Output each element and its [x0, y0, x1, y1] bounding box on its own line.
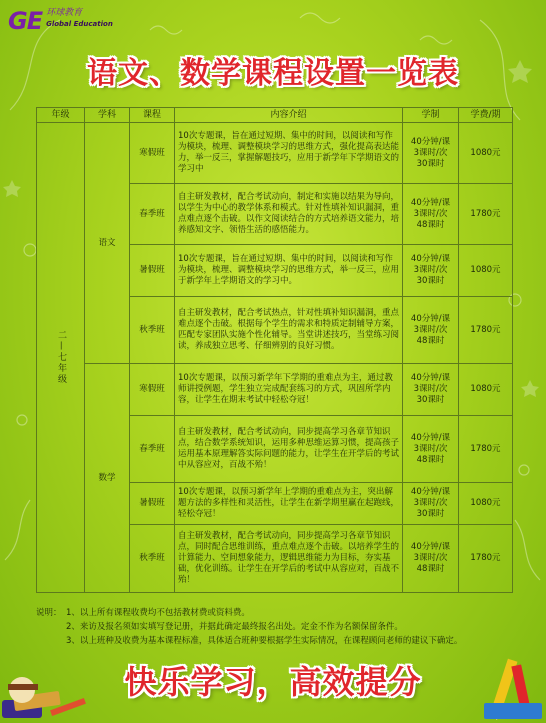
subject-chinese: 语文 — [85, 123, 130, 364]
course-schedule: 40分钟/课 3课时/次 30课时 — [403, 245, 459, 297]
course-fee: 1080元 — [459, 483, 512, 525]
course-fee: 1780元 — [459, 297, 512, 364]
course-name: 暑假班 — [130, 483, 175, 525]
course-content: 10次专题课，以预习新学年上学期的重难点为主，突出解题方法的多样性和灵活性，让学生在新学期里赢在起跑线，轻松夺冠！ — [175, 483, 403, 525]
notes — [36, 606, 536, 648]
course-fee: 1780元 — [459, 416, 512, 483]
course-content: 自主研发教材，配合考试动向，制定和实施以结果为导向，以学生为中心的教学体系和模式。针对性填补知识漏洞，重点难点逐个击破。以作文阅读结合的方式培养语文能力，培养感知文字、领悟生活的感悟能力。 — [175, 184, 403, 245]
note-line — [36, 634, 536, 648]
logo-english-name: Global Education — [46, 20, 113, 28]
course-name: 秋季班 — [130, 297, 175, 364]
course-table — [36, 107, 513, 593]
course-schedule: 40分钟/课 3课时/次 48课时 — [403, 297, 459, 364]
note-line — [36, 620, 536, 634]
course-content: 10次专题课，以预习新学年下学期的重难点为主，通过教师讲授例题，学生独立完成配套练习的方式，巩固所学内容，让学生在期末考试中轻松夺冠！ — [175, 364, 403, 416]
course-fee: 1780元 — [459, 184, 512, 245]
header-fee: 学费/期 — [459, 108, 512, 123]
course-schedule: 40分钟/课 3课时/次 48课时 — [403, 184, 459, 245]
course-content: 自主研发教材，配合考试动向，同步提高学习各章节知识点，结合数学系统知识，运用多种思维运算习惯，提高孩子运用基本原理解答实际问题的能力，让学生在开学后的考试中从容应对，百战不殆！ — [175, 416, 403, 483]
course-schedule: 40分钟/课 3课时/次 48课时 — [403, 525, 459, 592]
page-title: 语文、数学课程设置一览表 — [87, 56, 459, 91]
course-fee: 1780元 — [470, 553, 501, 563]
course-schedule: 40分钟/课 3课时/次 30课时 — [403, 483, 459, 525]
course-name: 寒假班 — [130, 123, 175, 184]
slogan: 快乐学习，高效提分 — [124, 663, 422, 701]
course-name: 春季班 — [130, 184, 175, 245]
course-name: 春季班 — [130, 416, 175, 483]
course-schedule: 40分钟/课 3课时/次 30课时 — [403, 364, 459, 416]
logo-chinese-name: 环球教育 — [46, 8, 83, 18]
school-supplies-illustration — [0, 660, 90, 723]
logo-mark: GE — [8, 7, 43, 35]
course-fee: 1080元 — [459, 364, 512, 416]
pencil-illustration — [480, 655, 546, 723]
logo — [8, 8, 113, 34]
course-content: 自主研发教材，配合考试动向，同步提高学习各章节知识点，同时配合思维训练，重点难点逐个击破。以培养学生的计算能力、空间想象能力，逻辑思维能力为目标，夯实基础，优化训练。让学生在开学后的考试中从容应对，百战不殆！ — [175, 525, 403, 592]
note-line — [36, 606, 536, 620]
header-subject: 学科 — [85, 108, 130, 123]
note-item: 3、以上班种及收费为基本课程标准，具体适合班种要根据学生实际情况，在课程顾问老师的建议下确定。 — [66, 636, 463, 646]
note-item: 1、以上所有课程收费均不包括教材费或资料费。 — [66, 608, 250, 618]
course-fee: 1080元 — [459, 123, 512, 184]
course-name: 寒假班 — [130, 364, 175, 416]
course-name: 秋季班 — [130, 525, 175, 592]
course-fee: 1080元 — [459, 245, 512, 297]
note-item: 2、来访及报名须如实填写登记册，并据此确定最终报名出处。定金不作为名额保留条件。 — [66, 622, 403, 632]
subject-math: 数学 — [85, 364, 130, 592]
header-content: 内容介绍 — [175, 108, 403, 123]
course-content: 10次专题课，旨在通过短期、集中的时间，以阅读和写作为模块，梳理、调整模块学习的思维方式，举一反三，应用于新学年上学期语文的学习中。 — [175, 245, 403, 297]
logo-text — [46, 8, 113, 30]
course-schedule: 40分钟/课 3课时/次 48课时 — [403, 416, 459, 483]
course-content: 自主研发教材，配合考试热点，针对性填补知识漏洞，重点难点逐个击破。根据每个学生的需求和特质定制辅导方案，匹配专家团队实施个性化辅导。当堂讲述技巧，当堂练习阅读，养成独立思考、仔细辨别的良好习惯。 — [175, 297, 403, 364]
notes-lead: 说明： — [36, 608, 62, 618]
header-grade: 年级 — [37, 108, 85, 123]
header-schedule: 学制 — [403, 108, 459, 123]
course-content: 10次专题课，旨在通过短期、集中的时间，以阅读和写作为模块，梳理、调整模块学习的思维方式，强化提高表达能力，举一反三，掌握解题技巧，应用于新学年下学期语文的学习中 — [175, 123, 403, 184]
course-schedule: 40分钟/课 3课时/次 30课时 — [403, 123, 459, 184]
grade-cell: 二—七年级 — [37, 123, 85, 592]
course-name: 暑假班 — [130, 245, 175, 297]
header-course: 课程 — [130, 108, 175, 123]
